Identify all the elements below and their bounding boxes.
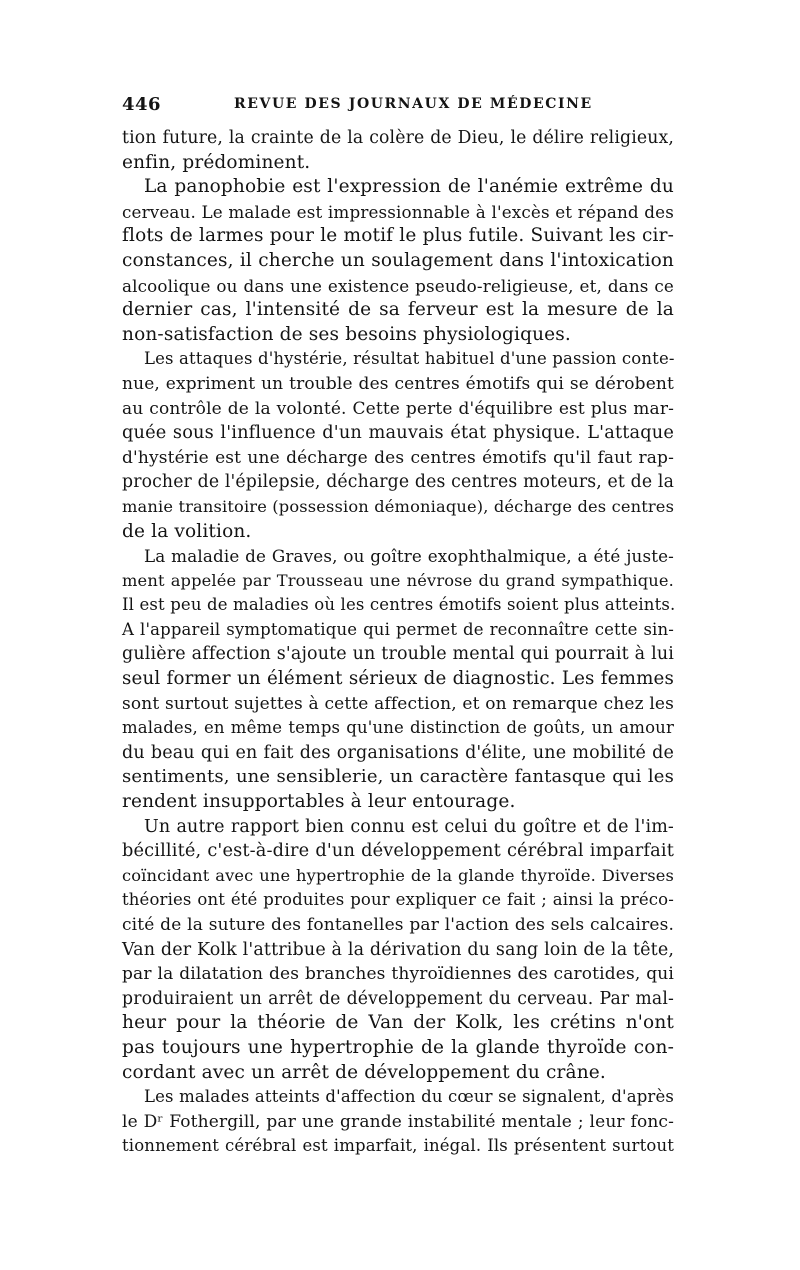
book-page xyxy=(122,94,674,1159)
text-line: tionnement cérébral est imparfait, inégal. Ils présentent surtout xyxy=(122,1136,674,1156)
text-line: sont surtout sujettes à cette affection, et on remarque chez les xyxy=(122,693,674,714)
text-line: au contrôle de la volonté. Cette perte d'équilibre est plus mar- xyxy=(122,398,674,419)
text-line: nue, expriment un trouble des centres émotifs qui se dérobent xyxy=(122,373,674,394)
text-line: La maladie de Graves, ou goître exophthalmique, a été juste- xyxy=(144,546,674,567)
text-line: cordant avec un arrêt de développement du crâne. xyxy=(122,1061,606,1083)
text-line: constances, il cherche un soulagement dans l'intoxication xyxy=(122,249,674,271)
text-line: Les malades atteints d'affection du cœur se signalent, d'après xyxy=(144,1087,674,1107)
text-line: Il est peu de maladies où les centres émotifs soient plus atteints. xyxy=(122,595,676,615)
text-line: du beau qui en fait des organisations d'élite, une mobilité de xyxy=(122,742,674,763)
text-line: Van der Kolk l'attribue à la dérivation du sang loin de la tête, xyxy=(122,939,675,960)
text-line: alcoolique ou dans une existence pseudo-religieuse, et, dans ce xyxy=(122,275,674,296)
text-line: sentiments, une sensiblerie, un caractère fantasque qui les xyxy=(122,766,674,788)
text-line: cité de la suture des fontanelles par l'action des sels calcaires. xyxy=(122,915,674,935)
text-line: heur pour la théorie de Van der Kolk, les crétins n'ont xyxy=(122,1012,674,1034)
text-line: seul former un élément sérieux de diagnostic. Les femmes xyxy=(122,668,674,690)
text-line: enfin, prédominent. xyxy=(122,151,311,173)
text-line: le Dʳ Fothergill, par une grande instabilité mentale ; leur fonc- xyxy=(122,1111,674,1132)
text-line: tion future, la crainte de la colère de Dieu, le délire religieux, xyxy=(122,128,674,148)
text-line: manie transitoire (possession démoniaque), décharge des centres xyxy=(122,496,675,516)
text-line: Les attaques d'hystérie, résultat habituel d'une passion conte- xyxy=(144,349,675,369)
text-line: malades, en même temps qu'une distinction de goûts, un amour xyxy=(122,718,674,738)
text-line: dernier cas, l'intensité de sa ferveur est la mesure de la xyxy=(122,299,674,321)
text-line: théories ont été produites pour expliquer ce fait ; ainsi la préco- xyxy=(122,890,674,910)
text-line: produiraient un arrêt de développement du cerveau. Par mal- xyxy=(122,988,674,1009)
text-line: bécillité, c'est-à-dire d'un développement cérébral imparfait xyxy=(122,841,674,862)
text-line: par la dilatation des branches thyroïdiennes des carotides, qui xyxy=(122,964,674,985)
body-text xyxy=(122,126,674,1159)
text-line: La panophobie est l'expression de l'anémie extrême du xyxy=(144,176,674,198)
text-line: Un autre rapport bien connu est celui du goître et de l'im- xyxy=(144,816,674,837)
text-line: ment appelée par Trousseau une névrose du grand sympathique. xyxy=(122,570,674,590)
text-line: de la volition. xyxy=(122,520,252,542)
text-line: quée sous l'influence d'un mauvais état physique. L'attaque xyxy=(122,423,674,444)
text-line: procher de l'épilepsie, décharge des centres moteurs, et de la xyxy=(122,472,674,493)
page-number: 446 xyxy=(122,94,162,115)
running-title: REVUE DES JOURNAUX DE MÉDECINE xyxy=(234,96,593,112)
text-line: cerveau. Le malade est impressionnable à l'excès et répand des xyxy=(122,201,674,222)
text-line: flots de larmes pour le motif le plus futile. Suivant les cir- xyxy=(122,225,674,247)
text-line: A l'appareil symptomatique qui permet de reconnaître cette sin- xyxy=(122,619,674,639)
text-line: non-satisfaction de ses besoins physiologiques. xyxy=(122,323,571,345)
text-line: rendent insupportables à leur entourage. xyxy=(122,791,516,813)
text-line: gulière affection s'ajoute un trouble mental qui pourrait à lui xyxy=(122,644,674,665)
text-line: d'hystérie est une décharge des centres émotifs qu'il faut rap- xyxy=(122,447,674,468)
text-line: coïncidant avec une hypertrophie de la glande thyroïde. Diverses xyxy=(122,865,674,885)
page-header xyxy=(122,94,674,118)
text-line: pas toujours une hypertrophie de la glande thyroïde con- xyxy=(122,1036,674,1058)
